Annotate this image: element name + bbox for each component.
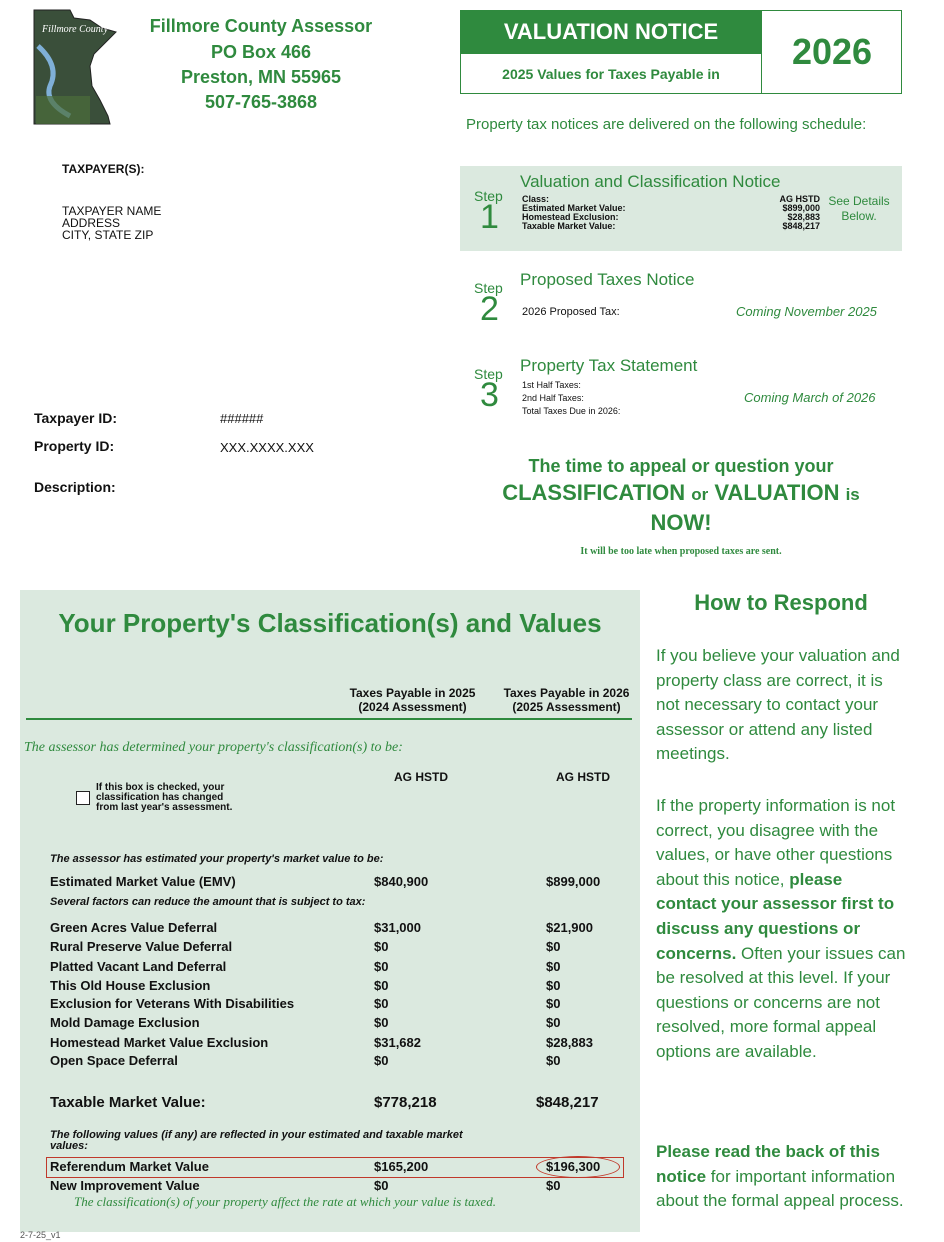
col-2026-line2: (2025 Assessment) xyxy=(512,700,621,714)
col-2025-header xyxy=(340,686,485,714)
factor-label: Green Acres Value Deferral xyxy=(50,920,218,935)
factor-2026: $0 xyxy=(546,1015,561,1030)
checkbox-text-line: If this box is checked, your xyxy=(96,782,225,793)
rate-note: The classification(s) of your property affect the rate at which your value is taxed. xyxy=(74,1194,496,1209)
factor-label: Homestead Market Value Exclusion xyxy=(50,1035,269,1050)
notice-title: VALUATION NOTICE xyxy=(461,11,761,53)
county-logo xyxy=(30,6,122,128)
step-1-line: Taxable Market Value: xyxy=(522,221,616,231)
step-2-label: Step xyxy=(474,280,503,296)
checkbox-text xyxy=(96,783,232,813)
logo-text: Fillmore County xyxy=(42,24,109,35)
new-improvement-2026: $0 xyxy=(546,1178,561,1193)
factor-2026: $0 xyxy=(546,939,561,954)
step-1-taxable-value: $848,217 xyxy=(782,221,820,231)
appeal-is: is xyxy=(845,485,860,504)
office-phone: 507-765-3868 xyxy=(204,92,318,112)
factor-2025: $0 xyxy=(374,978,389,993)
appeal-classification: CLASSIFICATION xyxy=(502,480,686,505)
description-label: Description: xyxy=(34,479,116,495)
step-3-line: 2nd Half Taxes: xyxy=(522,393,584,403)
following-note xyxy=(50,1130,463,1152)
col-2026-line1: Taxes Payable in 2026 xyxy=(503,686,630,700)
taxpayer-label: TAXPAYER(S): xyxy=(62,162,145,176)
taxpayer-city: CITY, STATE ZIP xyxy=(62,228,154,242)
appeal-now: NOW! xyxy=(650,510,712,535)
factor-label: Rural Preserve Value Deferral xyxy=(50,939,233,954)
appeal-or: or xyxy=(691,485,709,504)
step-1-label: Step xyxy=(474,188,503,204)
version-footer: 2-7-25_v1 xyxy=(20,1230,61,1240)
step-3-box xyxy=(460,352,902,422)
class-2025: AG HSTD xyxy=(394,770,448,784)
step-1-title: Valuation and Classification Notice xyxy=(520,172,781,191)
taxpayer-name: TAXPAYER NAME xyxy=(62,204,162,218)
step-3-number: 3 xyxy=(480,376,499,414)
factor-2025: $31,000 xyxy=(374,920,421,935)
respond-p2-emphasis: please contact your assessor first to discuss any questions or concerns. xyxy=(656,869,895,963)
factor-2025: $0 xyxy=(374,1053,389,1068)
taxable-2026: $848,217 xyxy=(536,1094,599,1111)
respond-p3-emphasis: Please read the back of this notice xyxy=(656,1142,880,1186)
step-3-title: Property Tax Statement xyxy=(520,356,698,375)
step-1-number: 1 xyxy=(480,198,499,236)
appeal-valuation: VALUATION xyxy=(714,480,840,505)
factor-label: Platted Vacant Land Deferral xyxy=(50,959,227,974)
factor-label: Open Space Deferral xyxy=(50,1053,178,1068)
schedule-intro: Property tax notices are delivered on the following schedule: xyxy=(466,116,867,133)
determined-note: The assessor has determined your property's classification(s) to be: xyxy=(24,740,403,755)
step-1-emv-value: $899,000 xyxy=(782,203,820,213)
step-1-class-value: AG HSTD xyxy=(779,194,820,204)
factor-2025: $0 xyxy=(374,1015,389,1030)
office-city: Preston, MN 55965 xyxy=(180,67,342,87)
following-note-line: The following values (if any) are reflected in your estimated and taxable market xyxy=(50,1129,463,1141)
valuation-notice-box xyxy=(460,10,902,94)
referendum-2026: $196,300 xyxy=(546,1159,601,1174)
step-1-line: Class: xyxy=(522,194,550,204)
taxpayer-id-label: Taxpayer ID: xyxy=(34,410,117,426)
factor-2026: $0 xyxy=(546,1053,561,1068)
factor-2025: $0 xyxy=(374,939,389,954)
factor-label: Mold Damage Exclusion xyxy=(50,1015,200,1030)
step-2-number: 2 xyxy=(480,290,499,328)
step-2-box xyxy=(460,266,902,332)
appeal-note: It will be too late when proposed taxes are sent. xyxy=(580,546,782,557)
factor-2025: $0 xyxy=(374,996,389,1011)
minnesota-county-map-logo-icon xyxy=(30,6,122,128)
emv-2025: $840,900 xyxy=(374,874,429,889)
factor-2025: $0 xyxy=(374,959,389,974)
appeal-line-1: The time to appeal or question your xyxy=(528,456,834,476)
respond-p3-text: for important information about the formal appeal process. xyxy=(656,1166,904,1211)
respond-p2-text: Often your issues can be resolved at this level. If your questions or concerns are not resolved, more formal appeal options are available. xyxy=(656,943,906,1061)
following-note-line: values: xyxy=(50,1140,88,1152)
office-name: Fillmore County Assessor xyxy=(149,16,373,36)
office-po-box: PO Box 466 xyxy=(210,42,312,62)
step-1-line: Homestead Exclusion: xyxy=(522,212,619,222)
new-improvement-2025: $0 xyxy=(374,1178,389,1193)
step-3-label: Step xyxy=(474,366,503,382)
emv-2026: $899,000 xyxy=(546,874,601,889)
step-1-box xyxy=(460,166,902,251)
respond-title: How to Respond xyxy=(694,590,868,615)
step-2-coming: Coming November 2025 xyxy=(736,304,877,319)
step-2-line: 2026 Proposed Tax: xyxy=(522,306,620,318)
step-3-coming: Coming March of 2026 xyxy=(744,390,876,405)
checkbox-text-line: from last year's assessment. xyxy=(96,802,233,813)
class-2026: AG HSTD xyxy=(556,770,610,784)
see-details-note: See Details Below. xyxy=(828,194,890,223)
property-id-label: Property ID: xyxy=(34,438,115,454)
factor-label: Exclusion for Veterans With Disabilities xyxy=(50,996,295,1011)
referendum-label: Referendum Market Value xyxy=(50,1159,209,1174)
col-2025-line2: (2024 Assessment) xyxy=(358,700,467,714)
reduce-note: Several factors can reduce the amount that is subject to tax: xyxy=(50,896,366,908)
respond-paragraph-1: If you believe your valuation and property class are correct, it is not necessary to contact your assessor or attend any listed meetings. xyxy=(656,646,900,764)
classification-panel xyxy=(20,590,640,1232)
factor-2026: $0 xyxy=(546,996,561,1011)
respond-paragraph-2 xyxy=(656,794,906,1065)
emv-label: Estimated Market Value (EMV) xyxy=(50,874,236,889)
factor-2026: $21,900 xyxy=(546,920,593,935)
step-3-line: Total Taxes Due in 2026: xyxy=(522,406,621,416)
emv-note: The assessor has estimated your property's market value to be: xyxy=(50,853,384,865)
property-id-value: XXX.XXXX.XXX xyxy=(220,440,314,455)
header-rule xyxy=(26,718,632,720)
factor-2026: $28,883 xyxy=(546,1035,593,1050)
taxable-label: Taxable Market Value: xyxy=(50,1094,206,1111)
step-3-line: 1st Half Taxes: xyxy=(522,380,581,390)
step-1-homestead-value: $28,883 xyxy=(787,212,820,222)
class-changed-checkbox[interactable] xyxy=(76,791,90,805)
respond-p2-text: If the property information is not correct, you disagree with the values, or have other questions about this notice, xyxy=(656,796,896,889)
checkbox-text-line: classification has changed xyxy=(96,792,224,803)
step-2-title: Proposed Taxes Notice xyxy=(520,270,695,289)
new-improvement-label: New Improvement Value xyxy=(50,1178,200,1193)
respond-paragraph-3 xyxy=(656,1140,906,1214)
classification-title: Your Property's Classification(s) and Values xyxy=(58,608,602,638)
taxable-2025: $778,218 xyxy=(374,1094,437,1111)
referendum-2025: $165,200 xyxy=(374,1159,429,1174)
col-2026-header xyxy=(494,686,639,714)
step-1-line: Estimated Market Value: xyxy=(522,203,626,213)
appeal-line-2 xyxy=(460,480,902,506)
col-2025-line1: Taxes Payable in 2025 xyxy=(349,686,476,700)
notice-subtitle: 2025 Values for Taxes Payable in xyxy=(461,53,761,94)
factor-2026: $0 xyxy=(546,959,561,974)
factor-label: This Old House Exclusion xyxy=(50,978,211,993)
taxpayer-address: ADDRESS xyxy=(62,216,121,230)
factor-2026: $0 xyxy=(546,978,561,993)
notice-year: 2026 xyxy=(761,11,902,93)
taxpayer-id-value: ###### xyxy=(220,411,264,426)
factor-2025: $31,682 xyxy=(374,1035,421,1050)
